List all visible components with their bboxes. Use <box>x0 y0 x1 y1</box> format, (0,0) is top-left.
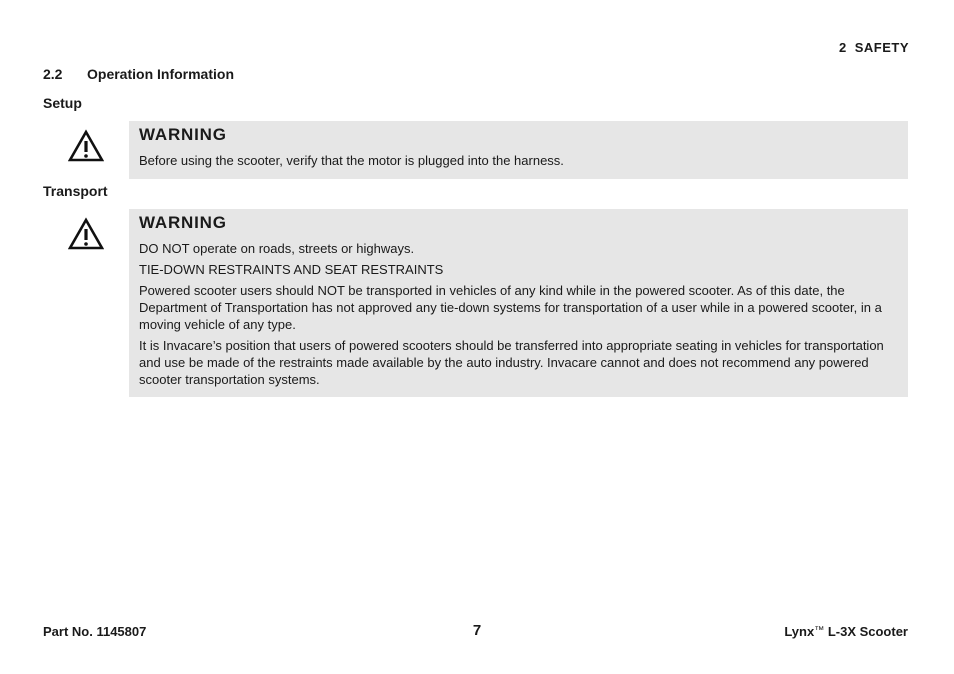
product-name <box>784 624 908 639</box>
warning-title: WARNING <box>139 213 227 232</box>
warning-text: DO NOT operate on roads, streets or highways. <box>139 241 415 256</box>
trademark-symbol: ™ <box>814 625 825 636</box>
product-brand: Lynx <box>784 624 815 639</box>
section-number: 2.2 <box>43 66 63 82</box>
warning-triangle-icon <box>68 129 104 163</box>
running-header <box>839 40 909 55</box>
section-title: Operation Information <box>87 66 234 82</box>
warning-subheading: TIE-DOWN RESTRAINTS AND SEAT RESTRAINTS <box>139 262 444 277</box>
warning-title: WARNING <box>139 125 227 144</box>
warning-text: It is Invacare’s position that users of powered scooters should be transferred into appropriate seating in vehicles for transportation and use be made of the restraints made available by the auto industry. Invacare cannot and does not recommend any powered scooter transportation systems. <box>139 338 884 387</box>
setup-heading: Setup <box>43 95 82 111</box>
section-heading <box>43 66 234 82</box>
part-number: Part No. 1145807 <box>43 624 147 639</box>
setup-warning-box <box>129 121 908 179</box>
warning-text: Powered scooter users should NOT be transported in vehicles of any kind while in the powered scooter. As of this date, the Department of Transportation has not approved any tie-down systems for transportation of a user while in a powered scooter, in a moving vehicle of any type. <box>139 283 882 332</box>
transport-warning-box <box>129 209 908 397</box>
warning-triangle-icon <box>68 217 104 251</box>
transport-heading: Transport <box>43 183 108 199</box>
chapter-title: SAFETY <box>854 40 909 55</box>
page-number: 7 <box>472 622 482 639</box>
chapter-number: 2 <box>838 40 847 55</box>
warning-text: Before using the scooter, verify that the motor is plugged into the harness. <box>139 153 564 168</box>
product-model: L-3X Scooter <box>827 624 908 639</box>
